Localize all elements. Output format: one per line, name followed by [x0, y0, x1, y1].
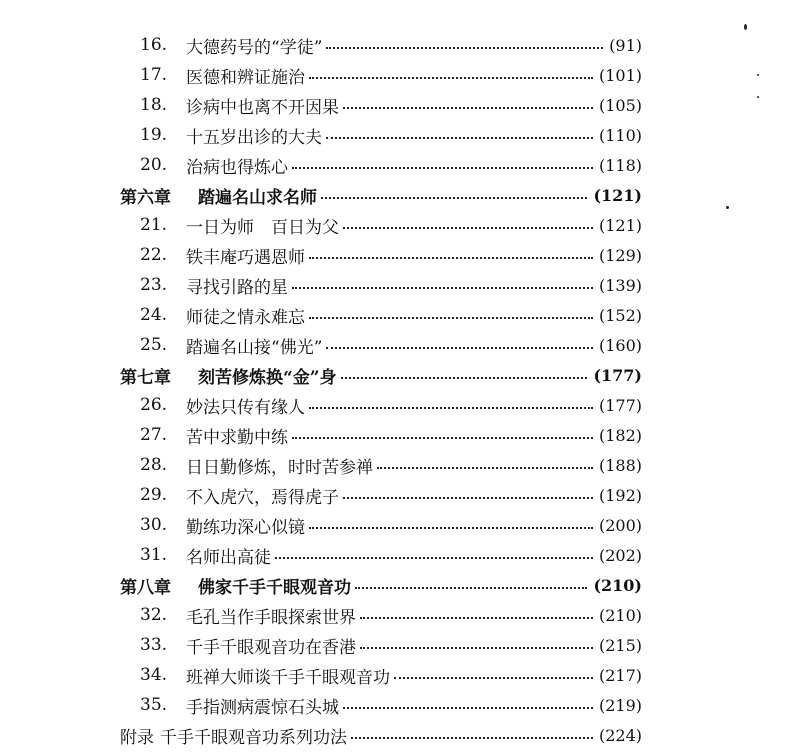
entry-page-number: (224)	[598, 725, 642, 745]
entry-title: 苦中求勤中练	[186, 427, 288, 448]
entry-page-number: (91)	[609, 35, 642, 55]
entry-page-number: (217)	[598, 665, 642, 685]
entry-number: 17.	[140, 65, 168, 85]
dot-leader	[326, 47, 603, 49]
entry-page-number: (177)	[593, 365, 642, 385]
entry-title: 手指测病震惊石头城	[186, 697, 339, 718]
dot-leader	[360, 647, 593, 649]
dot-leader	[309, 77, 593, 79]
entry-title: 诊病中也离不开因果	[186, 97, 339, 118]
dot-leader	[343, 497, 593, 499]
entry-number: 31.	[140, 545, 168, 565]
entry-number: 22.	[140, 245, 168, 265]
entry-number: 16.	[140, 35, 168, 55]
toc-section-entry	[120, 270, 642, 300]
dot-leader	[343, 227, 593, 229]
entry-page-number: (101)	[598, 65, 642, 85]
dot-leader	[355, 587, 587, 589]
entry-page-number: (192)	[598, 485, 642, 505]
toc-appendix-entry	[120, 720, 642, 750]
toc-section-entry	[120, 480, 642, 510]
entry-title: 踏遍名山求名师	[198, 187, 317, 208]
entry-number: 附录	[120, 727, 154, 748]
dot-leader	[309, 317, 593, 319]
entry-number: 30.	[140, 515, 168, 535]
entry-page-number: (202)	[598, 545, 642, 565]
entry-number: 第七章	[120, 367, 171, 388]
dot-leader	[309, 407, 593, 409]
dot-leader	[275, 557, 593, 559]
entry-title: 踏遍名山接“佛光”	[186, 337, 323, 358]
toc-section-entry	[120, 690, 642, 720]
dot-leader	[394, 677, 593, 679]
entry-page-number: (110)	[598, 125, 642, 145]
toc-section-entry	[120, 30, 642, 60]
toc-chapter-entry	[120, 570, 642, 600]
entry-title: 刻苦修炼换“金”身	[198, 367, 337, 388]
entry-title: 名师出高徒	[186, 547, 271, 568]
entry-title: 师徒之情永难忘	[186, 307, 305, 328]
dot-leader	[343, 107, 593, 109]
toc-section-entry	[120, 90, 642, 120]
entry-title: 十五岁出诊的大夫	[186, 127, 322, 148]
entry-number: 24.	[140, 305, 168, 325]
dot-leader	[341, 377, 588, 379]
entry-number: 29.	[140, 485, 168, 505]
toc-section-entry	[120, 660, 642, 690]
entry-title: 医德和辨证施治	[186, 67, 305, 88]
toc-section-entry	[120, 120, 642, 150]
entry-number: 第六章	[120, 187, 171, 208]
dot-leader	[292, 287, 593, 289]
entry-page-number: (210)	[593, 575, 642, 595]
dot-leader	[351, 737, 593, 739]
toc-section-entry	[120, 60, 642, 90]
toc-chapter-entry	[120, 180, 642, 210]
toc-section-entry	[120, 330, 642, 360]
entry-page-number: (160)	[598, 335, 642, 355]
toc-section-entry	[120, 210, 642, 240]
entry-page-number: (219)	[598, 695, 642, 715]
entry-number: 26.	[140, 395, 168, 415]
entry-number: 20.	[140, 155, 168, 175]
toc-chapter-entry	[120, 360, 642, 390]
entry-page-number: (121)	[593, 185, 642, 205]
dot-leader	[343, 707, 593, 709]
dot-leader	[326, 137, 593, 139]
entry-number: 21.	[140, 215, 168, 235]
table-of-contents	[120, 30, 642, 750]
entry-title: 铁丰庵巧遇恩师	[186, 247, 305, 268]
entry-number: 32.	[140, 605, 168, 625]
entry-title: 勤练功深心似镜	[186, 517, 305, 538]
toc-section-entry	[120, 150, 642, 180]
entry-number: 18.	[140, 95, 168, 115]
entry-page-number: (177)	[598, 395, 642, 415]
toc-section-entry	[120, 390, 642, 420]
entry-title: 大德药号的“学徒”	[186, 37, 323, 58]
dot-leader	[309, 257, 593, 259]
entry-number: 33.	[140, 635, 168, 655]
entry-page-number: (105)	[598, 95, 642, 115]
entry-title: 日日勤修炼，时时苦参禅	[186, 457, 373, 478]
entry-page-number: (118)	[598, 155, 642, 175]
entry-page-number: (152)	[598, 305, 642, 325]
toc-section-entry	[120, 240, 642, 270]
dot-leader	[292, 437, 593, 439]
entry-title: 班禅大师谈千手千眼观音功	[186, 667, 390, 688]
entry-number: 第八章	[120, 577, 171, 598]
entry-number: 28.	[140, 455, 168, 475]
dot-leader	[292, 167, 593, 169]
scan-speck	[744, 24, 747, 30]
entry-number: 19.	[140, 125, 168, 145]
scan-speck	[757, 74, 759, 76]
toc-section-entry	[120, 600, 642, 630]
entry-title: 一日为师 百日为父	[186, 217, 339, 238]
entry-title: 千手千眼观音功在香港	[186, 637, 356, 658]
entry-page-number: (129)	[598, 245, 642, 265]
scan-speck	[726, 206, 729, 209]
dot-leader	[321, 197, 587, 199]
dot-leader	[360, 617, 593, 619]
entry-title: 寻找引路的星	[186, 277, 288, 298]
entry-number: 23.	[140, 275, 168, 295]
entry-title: 千手千眼观音功系列功法	[160, 727, 347, 748]
entry-number: 25.	[140, 335, 168, 355]
dot-leader	[309, 527, 593, 529]
entry-page-number: (215)	[598, 635, 642, 655]
toc-section-entry	[120, 630, 642, 660]
entry-page-number: (210)	[598, 605, 642, 625]
toc-section-entry	[120, 510, 642, 540]
entry-page-number: (188)	[598, 455, 642, 475]
entry-title: 毛孔当作手眼探索世界	[186, 607, 356, 628]
toc-section-entry	[120, 450, 642, 480]
scan-speck	[757, 96, 759, 98]
toc-section-entry	[120, 300, 642, 330]
entry-page-number: (139)	[598, 275, 642, 295]
dot-leader	[377, 467, 593, 469]
entry-page-number: (182)	[598, 425, 642, 445]
entry-page-number: (121)	[598, 215, 642, 235]
dot-leader	[326, 347, 593, 349]
entry-number: 34.	[140, 665, 168, 685]
entry-title: 治病也得炼心	[186, 157, 288, 178]
entry-page-number: (200)	[598, 515, 642, 535]
toc-section-entry	[120, 540, 642, 570]
entry-title: 不入虎穴，焉得虎子	[186, 487, 339, 508]
entry-number: 27.	[140, 425, 168, 445]
entry-number: 35.	[140, 695, 168, 715]
entry-title: 佛家千手千眼观音功	[198, 577, 351, 598]
entry-title: 妙法只传有缘人	[186, 397, 305, 418]
toc-section-entry	[120, 420, 642, 450]
